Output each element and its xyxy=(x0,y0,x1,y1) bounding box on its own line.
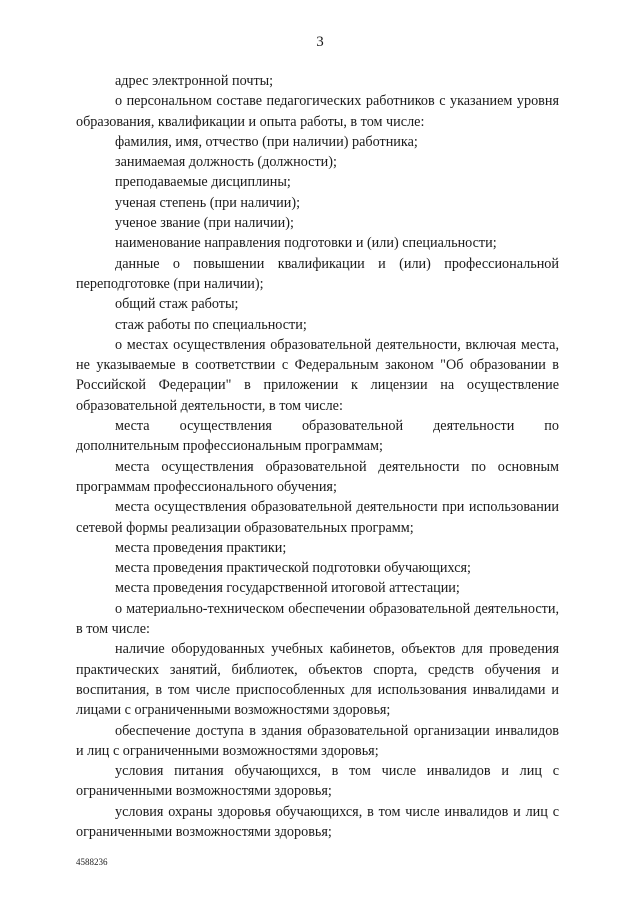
paragraph: обеспечение доступа в здания образовательной организации инвалидов и лиц с ограниченными возможностями здоровья; xyxy=(76,722,559,759)
paragraph: места осуществления образовательной деятельности по дополнительным профессиональным программам; xyxy=(76,418,559,455)
paragraph: места проведения практической подготовки обучающихся; xyxy=(115,560,471,577)
paragraph: о материально-техническом обеспечении образовательной деятельности, в том числе: xyxy=(76,600,559,638)
page-number: 3 xyxy=(316,34,324,50)
paragraph: места осуществления образовательной деятельности при использовании сетевой формы реализации образовательных программ; xyxy=(76,499,559,536)
paragraph: условия питания обучающихся, в том числе инвалидов и лиц с ограниченными возможностями здоровья; xyxy=(76,763,559,800)
paragraph: занимаемая должность (должности); xyxy=(115,154,337,171)
paragraph: ученая степень (при наличии); xyxy=(115,194,301,211)
paragraph: ученое звание (при наличии); xyxy=(115,215,294,232)
paragraph: преподаваемые дисциплины; xyxy=(115,174,291,191)
paragraph: о местах осуществления образовательной деятельности, включая места, не указываемые в соответствии с Федеральным законом "Об образовании в Российской Федерации" в приложении к лицензии на осуществление образовательной деятельности, в том числе: xyxy=(76,336,559,414)
document-body xyxy=(76,71,559,842)
paragraph: адрес электронной почты; xyxy=(115,73,274,89)
paragraph: места осуществления образовательной деятельности по основным программам профессионального обучения; xyxy=(76,458,559,495)
paragraph: места проведения практики; xyxy=(115,539,287,556)
paragraph: стаж работы по специальности; xyxy=(115,316,307,333)
paragraph: о персональном составе педагогических работников с указанием уровня образования, квалификации и опыта работы, в том числе: xyxy=(76,93,559,130)
paragraph: места проведения государственной итоговой аттестации; xyxy=(115,580,460,597)
paragraph: наличие оборудованных учебных кабинетов, объектов для проведения практических занятий, библиотек, объектов спорта, средств обучения и воспитания, в том числе приспособленных для использования инвалидами и лицами с ограниченными возможностями здоровья; xyxy=(76,641,559,719)
paragraph: фамилия, имя, отчество (при наличии) работника; xyxy=(115,133,418,150)
paragraph: данные о повышении квалификации и (или) профессиональной переподготовке (при наличии); xyxy=(76,255,559,292)
document-code: 4588236 xyxy=(76,857,108,867)
paragraph: общий стаж работы; xyxy=(115,296,239,313)
paragraph: условия охраны здоровья обучающихся, в том числе инвалидов и лиц с ограниченными возможностями здоровья; xyxy=(76,803,559,840)
paragraph: наименование направления подготовки и (или) специальности; xyxy=(115,235,497,252)
